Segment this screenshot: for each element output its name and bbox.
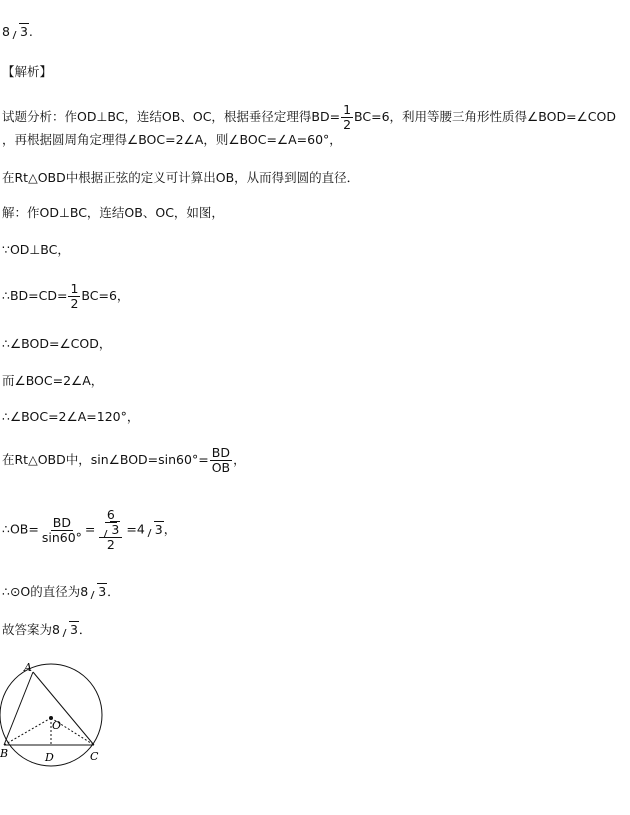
inner-denominator: 2	[106, 537, 115, 552]
fraction-numerator: 1	[343, 102, 352, 117]
fraction-denominator: OB	[211, 460, 231, 475]
solution-line-6: ∴∠BOC=2∠A=120°，	[2, 409, 140, 424]
compound-fraction	[96, 508, 125, 552]
fraction-denominator: sin60°	[41, 529, 82, 545]
solution-s8-result-prefix: =4	[126, 521, 145, 537]
solution-s3-prefix: ∴BD=CD=	[2, 288, 68, 303]
solution-s3-suffix: BC=6，	[81, 288, 130, 303]
label-a: A	[24, 661, 32, 674]
radicand: 3	[98, 584, 107, 599]
solution-s9-suffix: ．	[107, 584, 120, 599]
solution-line-7	[2, 446, 246, 475]
fraction-half	[341, 103, 353, 132]
segment-ab	[4, 672, 33, 745]
equals-sign: =	[84, 521, 96, 537]
label-b: B	[0, 747, 9, 760]
compound-numerator: 6	[106, 507, 115, 522]
solution-line-8	[2, 508, 176, 552]
label-d: D	[45, 751, 54, 764]
fraction-numerator: 1	[70, 281, 79, 296]
label-c: C	[90, 750, 99, 763]
inner-numerator	[99, 523, 122, 538]
solution-s8-prefix: ∴OB=	[2, 521, 39, 537]
analysis-l1-suffix: BC=6，利用等腰三角形性质得∠BOD=∠COD	[354, 109, 616, 124]
solution-line-9	[2, 584, 120, 600]
fraction-half	[68, 282, 80, 311]
analysis-line-1	[2, 103, 616, 132]
solution-line-1: 解：作OD⊥BC，连结OB、OC，如图，	[2, 205, 224, 220]
solution-s9-prefix: ∴⊙O的直径为8	[2, 584, 89, 599]
fraction-denominator: 2	[343, 117, 352, 132]
solution-s10-prefix: 故答案为8	[2, 622, 60, 637]
solution-s7-suffix: ，	[233, 452, 246, 467]
fraction-denominator: 2	[70, 296, 79, 311]
solution-s8-suffix: ，	[163, 521, 177, 537]
analysis-line-3: 在Rt△OBD中根据正弦的定义可计算出OB，从而得到圆的直径．	[2, 170, 360, 185]
section-title: 【解析】	[2, 64, 53, 79]
segment-ob	[4, 718, 51, 745]
sqrt-symbol	[60, 622, 79, 638]
radicand: 3	[69, 622, 78, 637]
fraction-bd-ob	[210, 446, 232, 475]
top-answer-radicand: 3	[19, 24, 28, 39]
sqrt-symbol	[101, 523, 120, 537]
solution-s7-prefix: 在Rt△OBD中，sin∠BOD=sin60°=	[2, 452, 209, 467]
geometry-figure	[0, 660, 110, 772]
solution-line-4: ∴∠BOD=∠COD，	[2, 336, 112, 351]
top-answer-coef: 8	[2, 24, 10, 39]
top-answer	[2, 24, 33, 40]
fraction-bd-sin60	[40, 516, 84, 545]
inner-fraction	[99, 523, 122, 552]
solution-line-2: ∵OD⊥BC，	[2, 242, 70, 257]
sqrt-symbol	[88, 584, 107, 600]
segment-ac	[33, 672, 94, 745]
label-o: O	[52, 719, 62, 732]
fraction-numerator: BD	[52, 514, 71, 530]
sqrt-symbol	[145, 522, 164, 538]
analysis-line-2: ，再根据圆周角定理得∠BOC=2∠A，则∠BOC=∠A=60°，	[2, 132, 342, 147]
solution-s10-suffix: ．	[78, 622, 92, 637]
top-answer-end: .	[28, 24, 33, 39]
solution-line-3	[2, 282, 129, 311]
analysis-l1-prefix: 试题分析：作OD⊥BC，连结OB、OC，根据垂径定理得BD=	[2, 109, 341, 124]
solution-line-5: 而∠BOC=2∠A，	[2, 373, 104, 388]
compound-denominator	[96, 523, 125, 552]
inner-radicand: 3	[111, 522, 120, 537]
solution-line-10	[2, 622, 91, 638]
sqrt-symbol	[10, 24, 29, 40]
fraction-numerator: BD	[211, 445, 230, 460]
result-radicand: 3	[154, 521, 163, 537]
